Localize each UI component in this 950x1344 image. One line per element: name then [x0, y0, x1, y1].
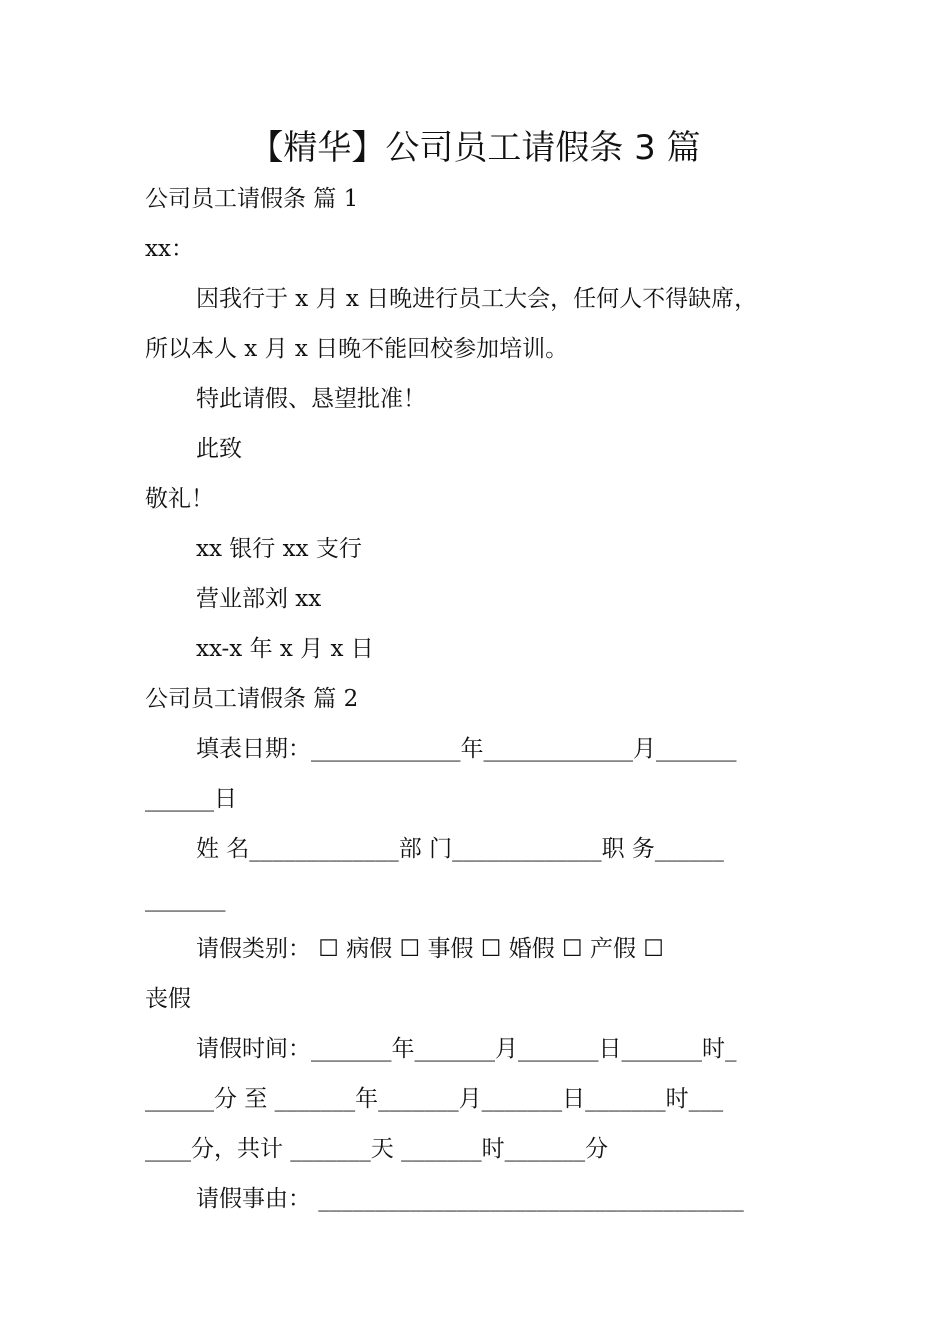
body-paragraph-cont: 所以本人 x 月 x 日晚不能回校参加培训。 [145, 336, 569, 362]
signature-name: 营业部刘 xx [196, 586, 322, 612]
section-heading-1: 公司员工请假条 篇 1 [145, 186, 359, 212]
body-paragraph: 因我行于 x 月 x 日晚进行员工大会，任何人不得缺席， [196, 286, 758, 312]
salutation: xx： [145, 236, 194, 262]
form-leave-time-cont: ______分 至 _______年_______月_______日_______时___ [145, 1086, 724, 1112]
request-line: 特此请假、恳望批准！ [196, 386, 426, 412]
form-leave-type-cont: 丧假 [145, 986, 191, 1012]
form-name-dept-title: 姓 名_____________部 门_____________职 务______ [196, 836, 724, 862]
closing-line: 此致 [196, 436, 242, 462]
form-fill-date-cont: ______日 [145, 786, 237, 812]
signature-date: xx-x 年 x 月 x 日 [196, 636, 374, 662]
form-leave-total: ____分，共计 _______天 _______时_______分 [145, 1136, 609, 1162]
form-leave-reason: 请假事由： _____________________________________ [196, 1186, 744, 1212]
section-heading-2: 公司员工请假条 篇 2 [145, 686, 359, 712]
document-title: 【精华】公司员工请假条 3 篇 [249, 128, 701, 168]
form-leave-time: 请假时间：_______年_______月_______日_______时_ [196, 1036, 737, 1062]
closing-salute: 敬礼！ [145, 486, 214, 512]
signature-org: xx 银行 xx 支行 [196, 536, 362, 562]
form-leave-type: 请假类别： ☐ 病假 ☐ 事假 ☐ 婚假 ☐ 产假 ☐ [196, 936, 664, 962]
form-fill-date: 填表日期：_____________年_____________月_______ [196, 736, 737, 762]
form-name-dept-title-cont: _______ [145, 886, 226, 912]
